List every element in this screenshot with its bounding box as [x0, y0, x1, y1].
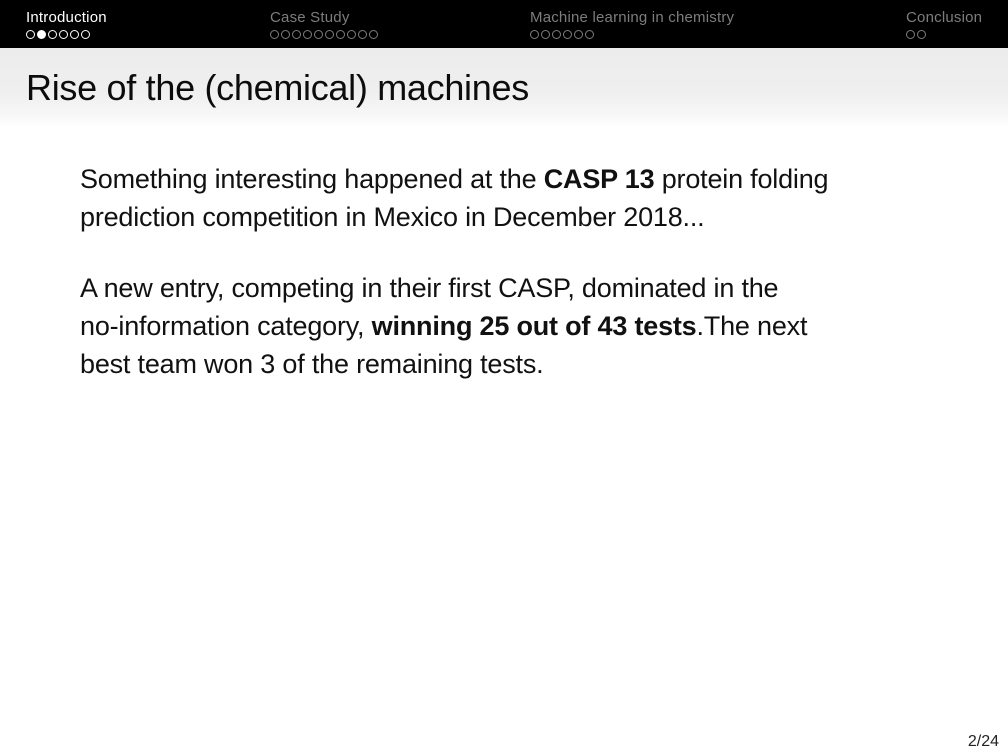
nav-section-label[interactable]: Case Study — [270, 9, 350, 26]
frame-dot[interactable] — [270, 30, 279, 39]
frame-dot[interactable] — [314, 30, 323, 39]
nav-section-machine-learning-in-chemistry[interactable] — [530, 9, 734, 39]
frame-dot[interactable] — [530, 30, 539, 39]
text-run: best team won 3 of the remaining tests. — [80, 349, 544, 379]
frame-dot[interactable] — [552, 30, 561, 39]
frame-dot[interactable] — [906, 30, 915, 39]
frame-dot[interactable] — [281, 30, 290, 39]
text-line — [80, 345, 940, 383]
text-run: A new entry, competing in their first CASP, dominated in the — [80, 273, 779, 303]
frame-dot[interactable] — [303, 30, 312, 39]
frame-dots — [26, 30, 107, 39]
frame-dot[interactable] — [917, 30, 926, 39]
frame-dot[interactable] — [336, 30, 345, 39]
nav-bar — [0, 0, 1008, 48]
text-line — [80, 160, 940, 198]
nav-section-case-study[interactable] — [270, 9, 378, 39]
frame-dot-current[interactable] — [37, 30, 46, 39]
page-indicator: 2/24 — [967, 733, 999, 750]
bold-text-run: winning 25 out of 43 tests — [371, 311, 697, 341]
frame-dot[interactable] — [574, 30, 583, 39]
text-run: Something interesting happened at the — [80, 164, 544, 194]
text-run: protein folding — [654, 164, 829, 194]
bold-text-run: CASP 13 — [543, 164, 655, 194]
nav-section-introduction[interactable] — [26, 9, 107, 39]
frame-dot[interactable] — [26, 30, 35, 39]
frame-dot[interactable] — [70, 30, 79, 39]
text-run: prediction competition in Mexico in December 2018... — [80, 202, 705, 232]
frame-dot[interactable] — [541, 30, 550, 39]
frame-dot[interactable] — [358, 30, 367, 39]
frame-title: Rise of the (chemical) machines — [26, 66, 529, 108]
frame-dots — [530, 30, 734, 39]
text-line — [80, 269, 940, 307]
frame-dot[interactable] — [585, 30, 594, 39]
paragraph — [80, 160, 940, 236]
text-line — [80, 307, 940, 345]
frame-dot[interactable] — [48, 30, 57, 39]
slide-body — [80, 127, 940, 383]
nav-section-conclusion[interactable] — [906, 9, 982, 39]
frame-dots — [906, 30, 982, 39]
frame-dot[interactable] — [292, 30, 301, 39]
text-line — [80, 198, 940, 236]
frame-dots — [270, 30, 378, 39]
frame-dot[interactable] — [81, 30, 90, 39]
frame-dot[interactable] — [325, 30, 334, 39]
nav-section-label[interactable]: Conclusion — [906, 9, 983, 26]
frame-title-bar — [0, 48, 1008, 127]
frame-dot[interactable] — [563, 30, 572, 39]
paragraph — [80, 269, 940, 383]
nav-section-label[interactable]: Machine learning in chemistry — [530, 9, 735, 26]
frame-dot[interactable] — [369, 30, 378, 39]
nav-section-label[interactable]: Introduction — [26, 9, 107, 26]
text-run: no-information category, — [80, 311, 372, 341]
frame-dot[interactable] — [59, 30, 68, 39]
frame-dot[interactable] — [347, 30, 356, 39]
text-run: .The next — [696, 311, 808, 341]
